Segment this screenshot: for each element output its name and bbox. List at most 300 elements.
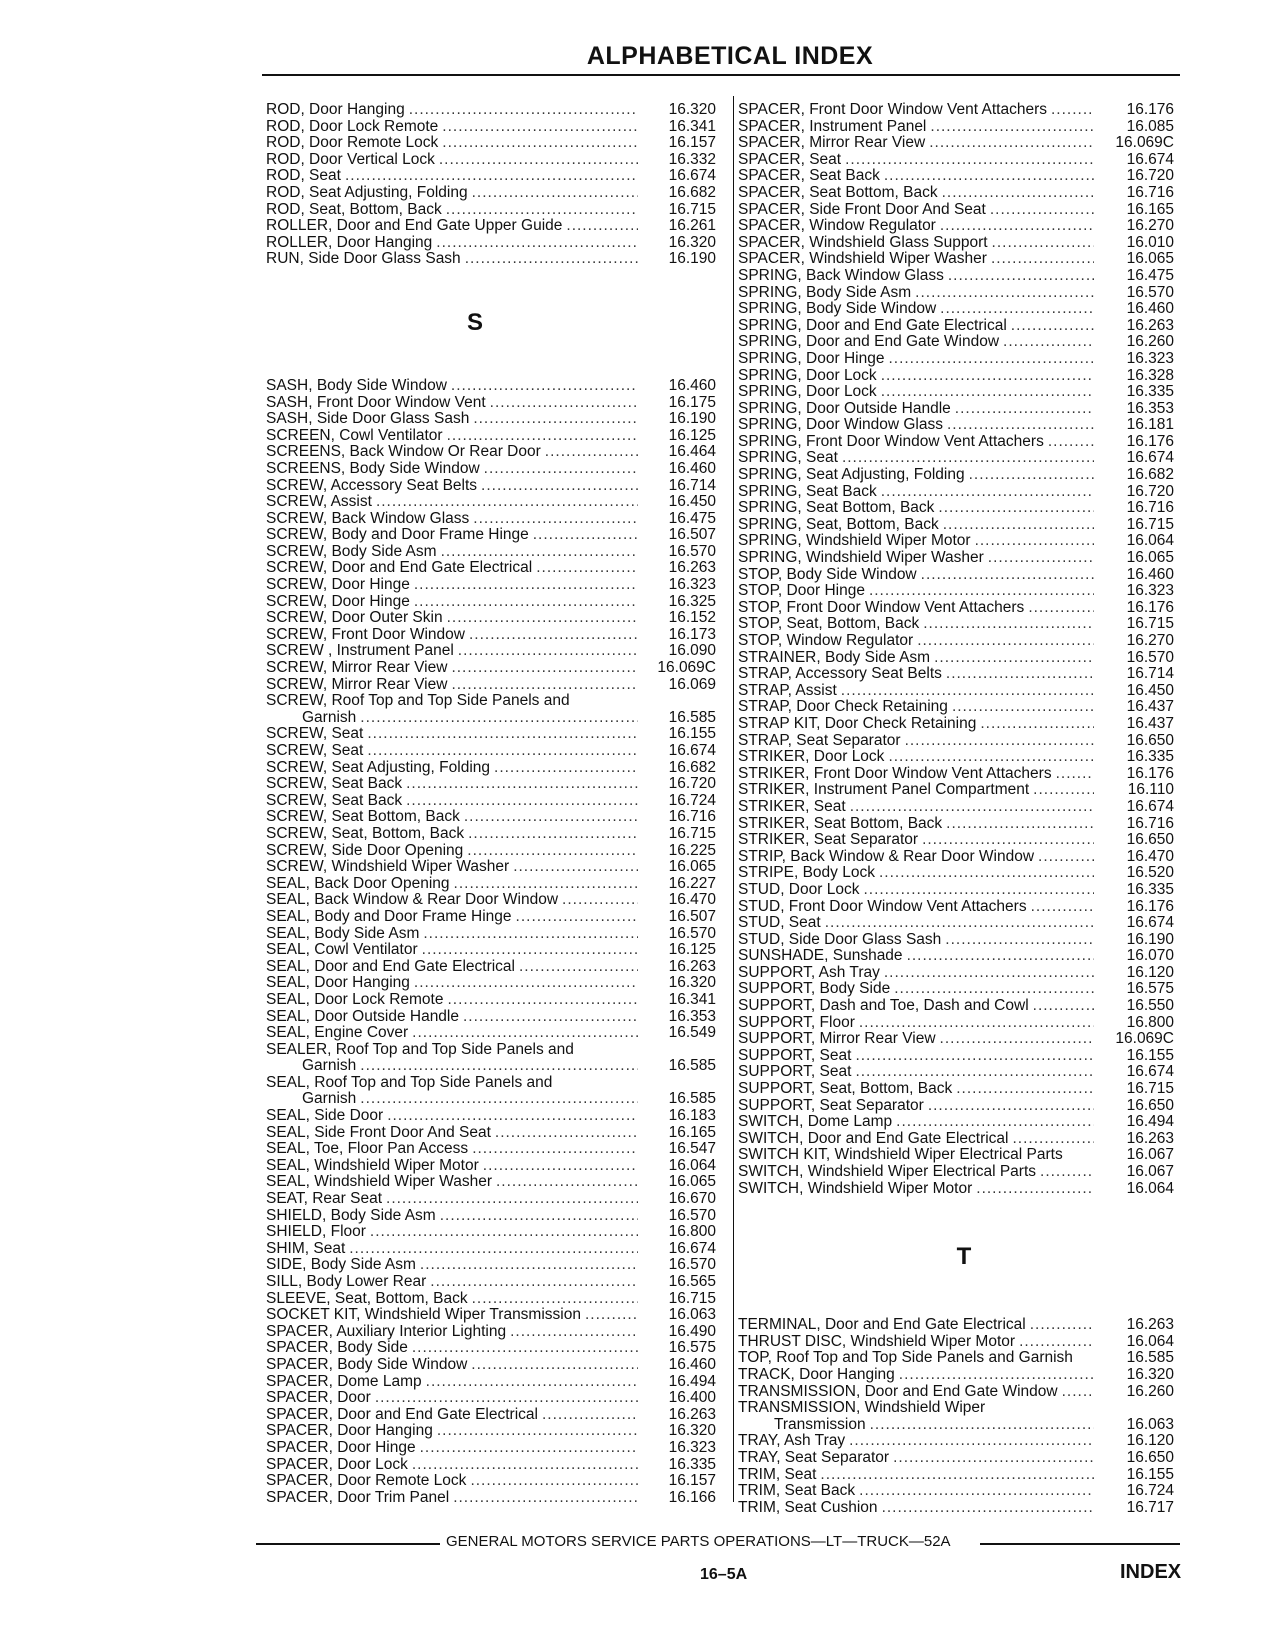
entry-page-ref: 16.450 <box>668 493 716 511</box>
dot-leader <box>473 411 638 428</box>
entry-page-ref: 16.190 <box>668 410 716 428</box>
index-entry <box>266 1440 724 1457</box>
index-entry <box>266 1025 724 1042</box>
entry-label: SEAL, Engine Cover <box>266 1025 409 1042</box>
index-entry <box>266 152 724 169</box>
index-entry <box>738 484 1190 501</box>
entry-page-ref: 16.176 <box>1126 764 1174 782</box>
dot-leader <box>929 135 1094 152</box>
dot-leader <box>412 1025 638 1042</box>
entry-label: SEAL, Door and End Gate Electrical <box>266 958 515 975</box>
entry-label: SPACER, Side Front Door And Seat <box>738 201 986 218</box>
dot-leader <box>451 378 638 395</box>
entry-label: SWITCH, Windshield Wiper Electrical Parts <box>738 1164 1037 1180</box>
index-entry <box>266 494 724 511</box>
entry-label: STUD, Side Door Glass Sash <box>738 931 942 948</box>
entry-label: SPRING, Seat Adjusting, Folding <box>738 467 965 484</box>
dot-leader <box>1033 998 1094 1015</box>
dot-leader <box>975 533 1094 550</box>
entry-label: SASH, Side Door Glass Sash <box>266 411 470 428</box>
dot-leader <box>496 1174 638 1191</box>
dot-leader <box>472 1291 638 1308</box>
index-entry <box>266 119 724 136</box>
index-entry <box>738 1114 1190 1131</box>
dot-leader <box>420 1440 638 1457</box>
entry-label: ROD, Door Hanging <box>266 102 405 118</box>
entry-label: SPRING, Seat Bottom, Back <box>738 500 935 517</box>
entry-page-ref: 16.165 <box>1126 200 1174 218</box>
index-entry <box>266 218 724 235</box>
entry-label: TRAY, Ash Tray <box>738 1433 846 1450</box>
entry-label: STRAP, Accessory Seat Belts <box>738 666 942 683</box>
dot-leader <box>414 594 638 611</box>
index-entry <box>738 235 1190 252</box>
index-entry <box>738 799 1190 816</box>
entry-page-ref: 16.507 <box>668 526 716 544</box>
entry-label: ROD, Seat <box>266 168 341 185</box>
index-entry <box>266 610 724 627</box>
dot-leader <box>849 1433 1094 1450</box>
entry-page-ref: 16.320 <box>668 1422 716 1440</box>
entry-label: TRIM, Seat Cushion <box>738 1499 878 1516</box>
entry-label: SILL, Body Lower Rear <box>266 1274 427 1290</box>
entry-page-ref: 16.176 <box>1126 598 1174 616</box>
entry-page-ref: 16.565 <box>668 1273 716 1290</box>
entry-page-ref: 16.325 <box>668 592 716 610</box>
dot-leader <box>430 1274 638 1291</box>
entry-page-ref: 16.260 <box>1126 333 1174 351</box>
entry-page-ref: 16.328 <box>1126 366 1174 384</box>
index-entry <box>266 1274 724 1291</box>
dot-leader <box>921 567 1094 584</box>
index-entry <box>266 577 724 594</box>
dot-leader <box>869 583 1094 600</box>
index-entry <box>266 1009 724 1026</box>
entry-label: SEAL, Windshield Wiper Washer <box>266 1174 492 1191</box>
dot-leader <box>516 909 638 926</box>
index-entry <box>738 334 1190 351</box>
entry-label: SUPPORT, Seat <box>738 1047 852 1064</box>
index-entry <box>738 567 1190 584</box>
index-entry <box>738 1483 1190 1500</box>
entry-page-ref: 16.724 <box>668 791 716 809</box>
entry-label: SCREW, Mirror Rear View <box>266 676 448 693</box>
dot-leader <box>412 1457 638 1474</box>
entry-page-ref: 16.715 <box>1126 515 1174 533</box>
footer-publisher: GENERAL MOTORS SERVICE PARTS OPERATIONS—LT—TRUCK—52A <box>446 1533 951 1550</box>
entry-page-ref: 16.490 <box>668 1322 716 1340</box>
entry-page-ref: 16.320 <box>668 233 716 251</box>
entry-label: SWITCH, Windshield Wiper Motor <box>738 1180 973 1197</box>
index-entry <box>738 185 1190 202</box>
dot-leader <box>423 926 638 943</box>
entry-page-ref: 16.547 <box>668 1140 716 1158</box>
dot-leader <box>447 610 638 627</box>
index-entry <box>738 1131 1190 1148</box>
dot-leader <box>386 1191 638 1208</box>
entry-label: STRIKER, Front Door Window Vent Attachers <box>738 765 1052 782</box>
entry-label: SPACER, Instrument Panel <box>738 118 927 135</box>
entry-label: SCREW, Seat <box>266 743 364 759</box>
dot-leader <box>948 268 1094 285</box>
index-entry <box>266 185 724 202</box>
entry-page-ref: 16.715 <box>1126 1080 1174 1098</box>
dot-leader <box>542 1407 638 1424</box>
entry-page-ref: 16.674 <box>1126 150 1174 168</box>
entry-page-ref: 16.157 <box>668 134 716 152</box>
entry-label: SPRING, Door and End Gate Window <box>738 334 1000 351</box>
entry-page-ref: 16.069C <box>1115 134 1174 152</box>
dot-leader <box>345 168 638 185</box>
entry-label: SPRING, Door Outside Handle <box>738 400 951 417</box>
dot-leader <box>945 932 1094 949</box>
entry-label: SCREW, Seat Adjusting, Folding <box>266 759 491 776</box>
dot-leader <box>545 444 638 461</box>
entry-page-ref: 16.063 <box>1126 1415 1174 1433</box>
dot-leader <box>942 185 1094 202</box>
entry-label: SUPPORT, Seat <box>738 1064 852 1081</box>
dot-leader <box>440 1208 638 1225</box>
entry-label: TRACK, Door Hanging <box>738 1366 895 1383</box>
index-entry <box>738 899 1190 916</box>
entry-label: SPRING, Seat <box>738 450 838 467</box>
entry-label: ROD, Door Vertical Lock <box>266 151 435 168</box>
dot-leader <box>447 428 638 445</box>
dot-leader <box>463 1009 638 1026</box>
index-entry <box>738 948 1190 965</box>
entry-page-ref: 16.682 <box>1126 466 1174 484</box>
entry-page-ref: 16.720 <box>1126 167 1174 185</box>
entry-page-ref: 16.063 <box>668 1306 716 1324</box>
entry-page-ref: 16.341 <box>668 990 716 1008</box>
entry-label: ROD, Seat, Bottom, Back <box>266 201 442 218</box>
entry-page-ref: 16.715 <box>668 200 716 218</box>
index-entry <box>738 716 1190 733</box>
entry-page-ref: 16.437 <box>1126 714 1174 732</box>
entry-label: SCREW, Seat Back <box>266 776 403 793</box>
entry-label: SPRING, Seat Back <box>738 483 877 500</box>
dot-leader <box>465 251 638 268</box>
index-entry <box>738 368 1190 385</box>
entry-page-ref: 16.181 <box>1126 416 1174 434</box>
entry-page-ref: 16.674 <box>1126 449 1174 467</box>
entry-page-ref: 16.270 <box>1126 217 1174 235</box>
entry-page-ref: 16.470 <box>668 891 716 909</box>
entry-page-ref: 16.335 <box>1126 748 1174 766</box>
entry-page-ref: 16.715 <box>1126 615 1174 633</box>
dot-leader <box>825 915 1094 932</box>
entry-page-ref: 16.190 <box>668 250 716 268</box>
entry-page-ref: 16.183 <box>668 1107 716 1125</box>
entry-label: SEAL, Cowl Ventilator <box>266 942 418 959</box>
entry-label: RUN, Side Door Glass Sash <box>266 251 461 268</box>
entry-page-ref: 16.152 <box>668 609 716 627</box>
dot-leader <box>1051 102 1094 119</box>
entry-page-ref: 16.335 <box>1126 880 1174 898</box>
index-entry <box>738 1048 1190 1065</box>
entry-label: Garnish <box>302 709 357 726</box>
entry-label: SCREW, Side Door Opening <box>266 842 464 859</box>
index-entry <box>266 726 724 743</box>
entry-label: SUPPORT, Seat, Bottom, Back <box>738 1081 953 1098</box>
dot-leader <box>845 152 1094 169</box>
entry-page-ref: 16.157 <box>668 1472 716 1490</box>
dot-leader <box>988 550 1094 567</box>
index-entry <box>266 942 724 959</box>
entry-label: SEAL, Door Lock Remote <box>266 991 444 1008</box>
entry-label: STRIKER, Seat Separator <box>738 832 919 849</box>
entry-label: Transmission <box>774 1416 866 1433</box>
index-entry <box>266 1257 724 1274</box>
index-entry <box>266 926 724 943</box>
dot-leader <box>360 1091 638 1108</box>
entry-label: SCREW, Seat <box>266 726 364 743</box>
entry-label: SPACER, Door <box>266 1390 371 1407</box>
entry-page-ref: 16.190 <box>1126 930 1174 948</box>
dot-leader <box>412 1340 638 1357</box>
dot-leader <box>422 942 638 959</box>
index-entry <box>266 743 724 760</box>
entry-page-ref: 16.570 <box>1126 648 1174 666</box>
index-entry <box>266 1407 724 1424</box>
dot-leader <box>1030 1317 1094 1334</box>
dot-leader <box>409 102 638 119</box>
dot-leader <box>473 511 638 528</box>
dot-leader <box>899 1367 1094 1384</box>
entry-page-ref: 16.674 <box>1126 914 1174 932</box>
index-entry <box>266 135 724 152</box>
dot-leader <box>513 859 638 876</box>
index-entry <box>738 981 1190 998</box>
index-entry <box>266 1158 724 1175</box>
dot-leader <box>494 760 638 777</box>
index-entry <box>738 517 1190 534</box>
entry-page-ref: 16.714 <box>668 476 716 494</box>
entry-label: SEAL, Toe, Floor Pan Access <box>266 1141 469 1158</box>
dot-leader <box>464 809 638 826</box>
index-entry <box>266 202 724 219</box>
entry-label: SPACER, Door Hanging <box>266 1423 433 1440</box>
entry-page-ref: 16.320 <box>668 974 716 992</box>
entry-label: SPACER, Window Regulator <box>738 218 936 235</box>
entry-page-ref: 16.069C <box>1115 1030 1174 1048</box>
index-entry <box>738 417 1190 434</box>
entry-label: SPACER, Seat <box>738 151 842 168</box>
entry-label: SEAL, Back Window & Rear Door Window <box>266 892 559 909</box>
dot-leader <box>917 633 1094 650</box>
entry-label: SEAL, Body and Door Frame Hinge <box>266 908 512 925</box>
entry-label: TRIM, Seat <box>738 1466 817 1483</box>
dot-leader <box>888 351 1094 368</box>
entry-label: SCREW, Assist <box>266 494 372 511</box>
index-entry <box>738 434 1190 451</box>
dot-leader <box>940 1031 1094 1048</box>
index-entry <box>266 876 724 893</box>
dot-leader <box>446 202 638 219</box>
entry-label: SWITCH KIT, Windshield Wiper Electrical Parts <box>738 1147 1063 1164</box>
entry-label: SCREW , Instrument Panel <box>266 643 454 660</box>
entry-page-ref: 16.650 <box>1126 1448 1174 1466</box>
entry-page-ref: 16.570 <box>1126 283 1174 301</box>
index-entry <box>738 616 1190 633</box>
entry-page-ref: 16.260 <box>1126 1382 1174 1400</box>
entry-page-ref: 16.716 <box>668 808 716 826</box>
index-entry <box>266 251 724 268</box>
entry-page-ref: 16.450 <box>1126 681 1174 699</box>
entry-label: SEAL, Roof Top and Top Side Panels and <box>266 1074 553 1091</box>
dot-leader <box>863 882 1094 899</box>
index-entry <box>738 152 1190 169</box>
index-entry <box>738 135 1190 152</box>
index-entry <box>738 633 1190 650</box>
entry-page-ref: 16.570 <box>668 1256 716 1274</box>
entry-label: SCREW, Door Hinge <box>266 593 410 610</box>
entry-page-ref: 16.263 <box>668 957 716 975</box>
dot-leader <box>490 395 638 412</box>
dot-leader <box>955 401 1094 418</box>
index-entry <box>738 1417 1190 1434</box>
index-entry <box>266 627 724 644</box>
index-entry <box>738 832 1190 849</box>
dot-leader <box>859 1015 1094 1032</box>
entry-page-ref: 16.323 <box>668 1438 716 1456</box>
dot-leader <box>536 560 638 577</box>
index-entry <box>266 992 724 1009</box>
index-entry <box>738 500 1190 517</box>
entry-label: SPACER, Front Door Window Vent Attachers <box>738 102 1047 118</box>
index-entry <box>738 666 1190 683</box>
index-entry <box>738 683 1190 700</box>
index-entry <box>738 600 1190 617</box>
entry-page-ref: 16.494 <box>1126 1113 1174 1131</box>
entry-page-ref: 16.460 <box>1126 565 1174 583</box>
entry-label: TRIM, Seat Back <box>738 1483 856 1500</box>
entry-page-ref: 16.125 <box>668 426 716 444</box>
index-entry <box>738 285 1190 302</box>
dot-leader <box>855 1048 1094 1065</box>
entry-page-ref: 16.320 <box>1126 1365 1174 1383</box>
index-entry <box>266 544 724 561</box>
entry-page-ref: 16.570 <box>668 1206 716 1224</box>
index-entry <box>738 1500 1190 1517</box>
dot-leader <box>467 843 638 860</box>
section-letter: T <box>956 1243 972 1271</box>
dot-leader <box>888 749 1094 766</box>
index-entry <box>738 1181 1190 1198</box>
dot-leader <box>943 517 1094 534</box>
entry-page-ref: 16.585 <box>668 708 716 726</box>
entry-page-ref: 16.166 <box>668 1488 716 1506</box>
index-entry <box>266 1224 724 1241</box>
entry-page-ref: 16.125 <box>668 941 716 959</box>
index-entry <box>738 467 1190 484</box>
index-entry <box>738 849 1190 866</box>
index-entry <box>738 1384 1190 1401</box>
index-entry <box>266 1423 724 1440</box>
index-entry <box>266 959 724 976</box>
index-entry <box>266 1390 724 1407</box>
index-entry <box>738 1015 1190 1032</box>
entry-page-ref: 16.400 <box>668 1389 716 1407</box>
entry-page-ref: 16.570 <box>668 924 716 942</box>
entry-page-ref: 16.464 <box>668 443 716 461</box>
index-entry <box>266 1208 724 1225</box>
index-entry <box>266 892 724 909</box>
entry-page-ref: 16.475 <box>668 509 716 527</box>
section-letter-heading <box>738 1197 1190 1317</box>
dot-leader <box>934 650 1094 667</box>
section-letter-heading <box>266 268 724 378</box>
entry-page-ref: 16.494 <box>668 1372 716 1390</box>
dot-leader <box>855 1064 1094 1081</box>
index-entry <box>266 843 724 860</box>
entry-label: ROD, Door Remote Lock <box>266 135 439 152</box>
entry-page-ref: 16.715 <box>668 1289 716 1307</box>
entry-label: TERMINAL, Door and End Gate Electrical <box>738 1317 1026 1334</box>
entry-label: SPRING, Door Lock <box>738 384 877 401</box>
index-entry <box>266 793 724 810</box>
entry-label: TRANSMISSION, Door and End Gate Window <box>738 1383 1058 1400</box>
dot-leader <box>472 1141 638 1158</box>
dot-leader <box>414 975 638 992</box>
index-entry <box>738 268 1190 285</box>
dot-leader <box>367 743 638 760</box>
entry-page-ref: 16.067 <box>1126 1163 1174 1180</box>
entry-label: ROD, Seat Adjusting, Folding <box>266 184 468 201</box>
dot-leader <box>956 1081 1094 1098</box>
dot-leader <box>426 1374 638 1391</box>
entry-page-ref: 16.800 <box>668 1223 716 1241</box>
index-entry <box>738 816 1190 833</box>
dot-leader <box>468 826 638 843</box>
entry-page-ref: 16.460 <box>668 1355 716 1373</box>
index-entry <box>266 1058 724 1075</box>
dot-leader <box>367 726 638 743</box>
entry-label: SCREW, Body Side Asm <box>266 543 437 560</box>
entry-label: SPACER, Seat Back <box>738 168 880 185</box>
entry-label: SPRING, Windshield Wiper Washer <box>738 550 984 567</box>
index-entry <box>738 965 1190 982</box>
entry-page-ref: 16.720 <box>668 775 716 793</box>
index-entry <box>738 1400 1190 1417</box>
dot-leader <box>566 218 638 235</box>
entry-page-ref: 16.335 <box>1126 383 1174 401</box>
entry-label: SCREW, Accessory Seat Belts <box>266 477 478 494</box>
index-entry <box>738 1064 1190 1081</box>
entry-page-ref: 16.120 <box>1126 963 1174 981</box>
entry-label: SWITCH, Door and End Gate Electrical <box>738 1130 1009 1147</box>
entry-page-ref: 16.064 <box>1126 1332 1174 1350</box>
index-entry <box>266 826 724 843</box>
dot-leader <box>585 1307 638 1324</box>
entry-label: STUD, Door Lock <box>738 881 860 898</box>
index-entry <box>738 749 1190 766</box>
entry-page-ref: 16.674 <box>668 742 716 759</box>
entry-page-ref: 16.064 <box>1126 1179 1174 1197</box>
dot-leader <box>451 677 638 694</box>
dot-leader <box>439 152 638 169</box>
index-entry <box>266 909 724 926</box>
dot-leader <box>881 484 1094 501</box>
entry-page-ref: 16.549 <box>668 1024 716 1042</box>
index-entry <box>266 1307 724 1324</box>
entry-page-ref: 16.800 <box>1126 1013 1174 1031</box>
entry-page-ref: 16.674 <box>668 1239 716 1257</box>
entry-label: SUPPORT, Mirror Rear View <box>738 1031 936 1048</box>
dot-leader <box>928 1098 1094 1115</box>
entry-page-ref: 16.716 <box>1126 814 1174 832</box>
entry-label: SPRING, Back Window Glass <box>738 267 944 284</box>
